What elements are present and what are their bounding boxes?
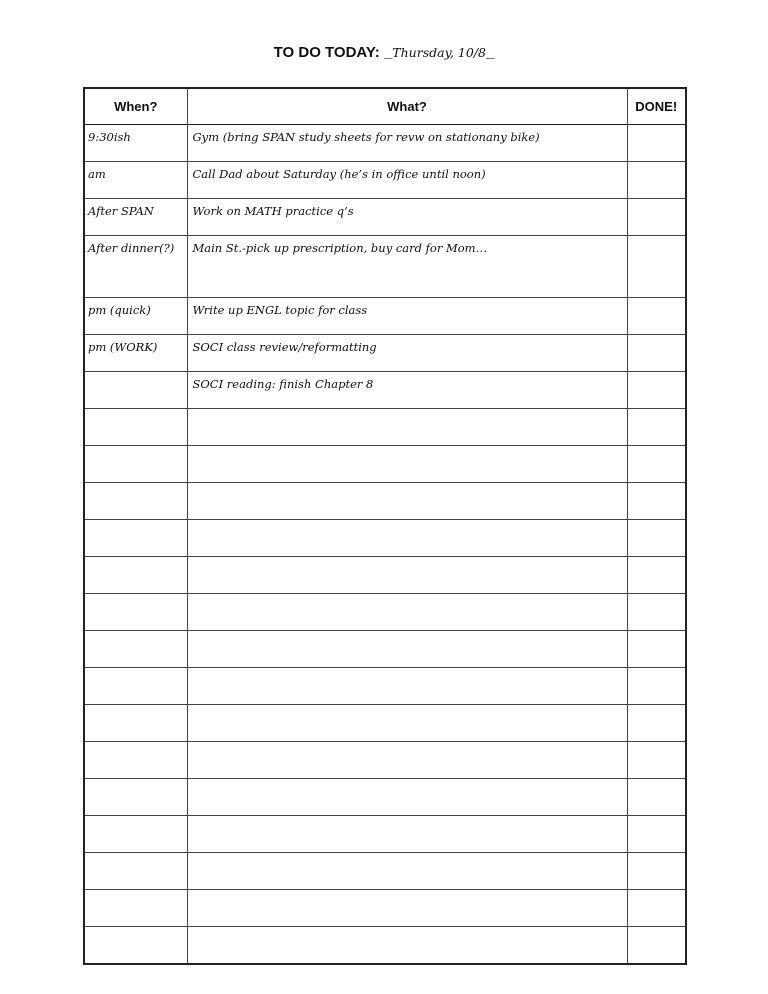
what-cell [187,890,627,927]
done-cell[interactable] [627,816,686,853]
table-row [84,199,686,236]
done-cell[interactable] [627,779,686,816]
done-cell[interactable] [627,520,686,557]
when-cell [84,705,187,742]
title-blank-left: _ [379,44,393,61]
done-cell[interactable] [627,705,686,742]
what-cell [187,668,627,705]
table-row [84,409,686,446]
table-row [84,594,686,631]
what-cell [187,853,627,890]
when-cell [84,409,187,446]
when-cell [84,779,187,816]
when-cell: After dinner(?) [84,236,187,298]
done-cell[interactable] [627,199,686,236]
what-cell [187,816,627,853]
when-cell [84,520,187,557]
when-cell [84,557,187,594]
when-cell [84,631,187,668]
when-cell [84,816,187,853]
when-cell [84,890,187,927]
when-cell [84,483,187,520]
done-cell[interactable] [627,372,686,409]
what-cell: Call Dad about Saturday (he’s in office until noon) [187,162,627,199]
done-cell[interactable] [627,409,686,446]
what-cell: Work on MATH practice q’s [187,199,627,236]
table-row [84,372,686,409]
title-date: Thursday, 10/8 [392,45,486,60]
table-row [84,162,686,199]
table-row [84,890,686,927]
what-cell: SOCI class review/reformatting [187,335,627,372]
when-cell [84,853,187,890]
table-row [84,631,686,668]
what-cell [187,483,627,520]
column-header-what: What? [187,88,627,125]
table-row [84,779,686,816]
when-cell: 9:30ish [84,125,187,162]
table-row [84,816,686,853]
table-row [84,557,686,594]
page-title [0,44,768,61]
table-row [84,927,686,965]
what-cell [187,927,627,965]
what-cell [187,557,627,594]
when-cell [84,594,187,631]
what-cell: Gym (bring SPAN study sheets for revw on stationany bike) [187,125,627,162]
what-cell [187,705,627,742]
done-cell[interactable] [627,927,686,965]
when-cell: pm (WORK) [84,335,187,372]
table-row [84,446,686,483]
what-cell [187,779,627,816]
what-cell [187,594,627,631]
table-row [84,125,686,162]
done-cell[interactable] [627,236,686,298]
table-row [84,853,686,890]
done-cell[interactable] [627,631,686,668]
what-cell: Write up ENGL topic for class [187,298,627,335]
header-row [84,88,686,125]
done-cell[interactable] [627,668,686,705]
when-cell [84,742,187,779]
table-row [84,742,686,779]
table-row [84,298,686,335]
what-cell [187,446,627,483]
done-cell[interactable] [627,853,686,890]
title-prefix: TO DO TODAY: [273,44,380,61]
todo-table [83,87,687,965]
when-cell: After SPAN [84,199,187,236]
column-header-when: When? [84,88,187,125]
what-cell [187,631,627,668]
done-cell[interactable] [627,298,686,335]
done-cell[interactable] [627,890,686,927]
done-cell[interactable] [627,557,686,594]
table-row [84,520,686,557]
table-row [84,668,686,705]
when-cell [84,668,187,705]
table-row [84,236,686,298]
done-cell[interactable] [627,162,686,199]
when-cell: pm (quick) [84,298,187,335]
table-row [84,335,686,372]
what-cell: SOCI reading: finish Chapter 8 [187,372,627,409]
table-row [84,483,686,520]
column-header-done: DONE! [627,88,686,125]
when-cell [84,446,187,483]
done-cell[interactable] [627,446,686,483]
what-cell [187,520,627,557]
table-row [84,705,686,742]
title-blank-right: _ [486,44,495,61]
done-cell[interactable] [627,483,686,520]
done-cell[interactable] [627,335,686,372]
done-cell[interactable] [627,594,686,631]
what-cell [187,409,627,446]
when-cell [84,927,187,965]
when-cell [84,372,187,409]
done-cell[interactable] [627,125,686,162]
what-cell: Main St.-pick up prescription, buy card for Mom… [187,236,627,298]
when-cell: am [84,162,187,199]
what-cell [187,742,627,779]
done-cell[interactable] [627,742,686,779]
